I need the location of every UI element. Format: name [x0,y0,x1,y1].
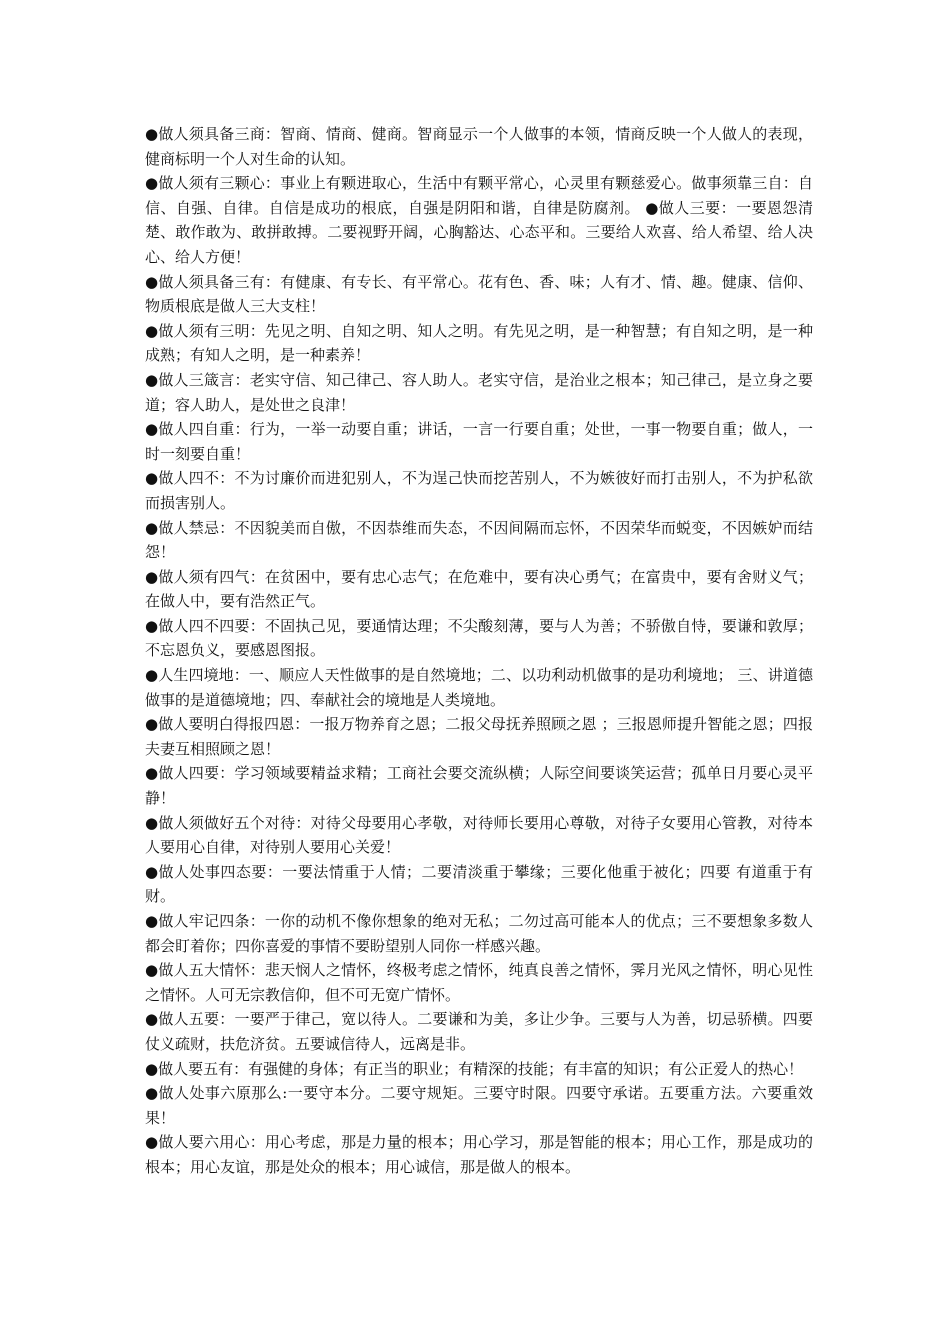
paragraph-four-donts: ●做人四不：不为讨廉价而进犯别人，不为逞己快而挖苦别人，不为嫉彼好而打击别人，不为护私欲而损害别人。 [145,469,813,512]
paragraph-four-essentials: ●做人四要：学习领域要精益求精；工商社会要交流纵横；人际空间要谈笑运营；孤单日月要心灵平静！ [145,764,813,808]
paragraph-four-self-respects: ●做人四自重：行为，一举一动要自重；讲话，一言一行要自重；处世，一事一物要自重；做人，一时一刻要自重！ [145,420,813,463]
paragraph-four-reminders: ●做人牢记四条：一你的动机不像你想象的绝对无私；二勿过高可能本人的优点；三不要想象多数人都会盯着你；四你喜爱的事情不要盼望别人同你一样感兴趣。 [145,912,813,955]
paragraph-three-insights: ●做人须有三明：先见之明、自知之明、知人之明。有先见之明，是一种智慧；有自知之明，是一种成熟；有知人之明，是一种素养！ [145,321,813,365]
paragraph-four-spirits: ●做人须有四气：在贫困中，要有忠心志气；在危难中，要有决心勇气；在富贵中，要有舍财义气；在做人中，要有浩然正气。 [145,567,813,611]
paragraph-three-mottos: ●做人三箴言：老实守信、知己律己、容人助人。老实守信，是治业之根本；知己律己，是立身之要道；容人助人，是处世之良津！ [145,370,813,414]
paragraph-five-haves: ●做人要五有：有强健的身体；有正当的职业；有精深的技能；有丰富的知识；有公正爱人的热心！ [145,1059,804,1078]
paragraph-five-sentiments: ●做人五大情怀：悲天悯人之情怀，终极考虑之情怀，纯真良善之情怀，霁月光风之情怀，明心见性之情怀。人可无宗教信仰，但不可无宽广情怀。 [145,961,813,1004]
paragraph-five-essentials: ●做人五要：一要严于律己，宽以待人。二要谦和为美，多让少争。三要与人为善，切忌骄横。四要仗义疏财，扶危济贫。五要诚信待人，远离是非。 [145,1010,813,1053]
document-body [145,122,813,1180]
paragraph-four-donts-four-dos: ●做人四不四要：不固执己见，要通情达理；不尖酸刻薄，要与人为善；不骄傲自恃，要谦和敦厚；不忘恩负义，要感恩图报。 [145,616,813,660]
paragraph-taboos: ●做人禁忌：不因貌美而自傲，不因恭维而失态，不因间隔而忘怀，不因荣华而蜕变，不因嫉妒而结怨！ [145,518,813,562]
paragraph-four-gratitudes: ●做人要明白得报四恩：一报万物养育之恩；二报父母抚养照顾之恩 ；三报恩师提升智能之恩；四报夫妻互相照顾之恩！ [145,715,813,758]
paragraph-five-treatments: ●做人须做好五个对待：对待父母要用心孝敬，对待师长要用心尊敬，对待子女要用心管教，对待本人要用心自律，对待别人要用心关爱！ [145,813,813,857]
paragraph-three-hearts: ●做人须有三颗心：事业上有颗进取心，生活中有颗平常心，心灵里有颗慈爱心。做事须靠三自：自信、自强、自律。自信是成功的根底，自强是阴阳和谐，自律是防腐剂。 ●做人三要：一要恩怨清楚、敢作敢为、敢拼敢搏。二要视野开阔，心胸豁达、心态平和。三要给人欢喜、给人希望、给人决心、给人方便！ [145,174,813,266]
paragraph-six-diligences: ●做人要六用心：用心考虑，那是力量的根本；用心学习，那是智能的根本；用心工作，那是成功的根本；用心友谊，那是处众的根本；用心诚信，那是做人的根本。 [145,1133,813,1176]
paragraph-three-haves: ●做人须具备三有：有健康、有专长、有平常心。花有色、香、味；人有才、情、趣。健康、信仰、物质根底是做人三大支柱！ [145,272,813,316]
paragraph-four-attitudes: ●做人处事四态要：一要法情重于人情；二要清淡重于攀缘；三要化他重于被化；四要 有道重于有财。 [145,862,813,906]
paragraph-four-realms: ●人生四境地：一、顺应人天性做事的是自然境地；二、以功利动机做事的是功利境地； 三、讲道德做事的是道德境地；四、奉献社会的境地是人类境地。 [145,666,813,709]
paragraph-three-quotients: ●做人须具备三商：智商、情商、健商。智商显示一个人做事的本领，情商反映一个人做人的表现，健商标明一个人对生命的认知。 [145,125,813,168]
paragraph-six-principles: ●做人处事六原那么:一要守本分。二要守规矩。三要守时限。四要守承诺。五要重方法。六要重效果！ [145,1084,813,1127]
